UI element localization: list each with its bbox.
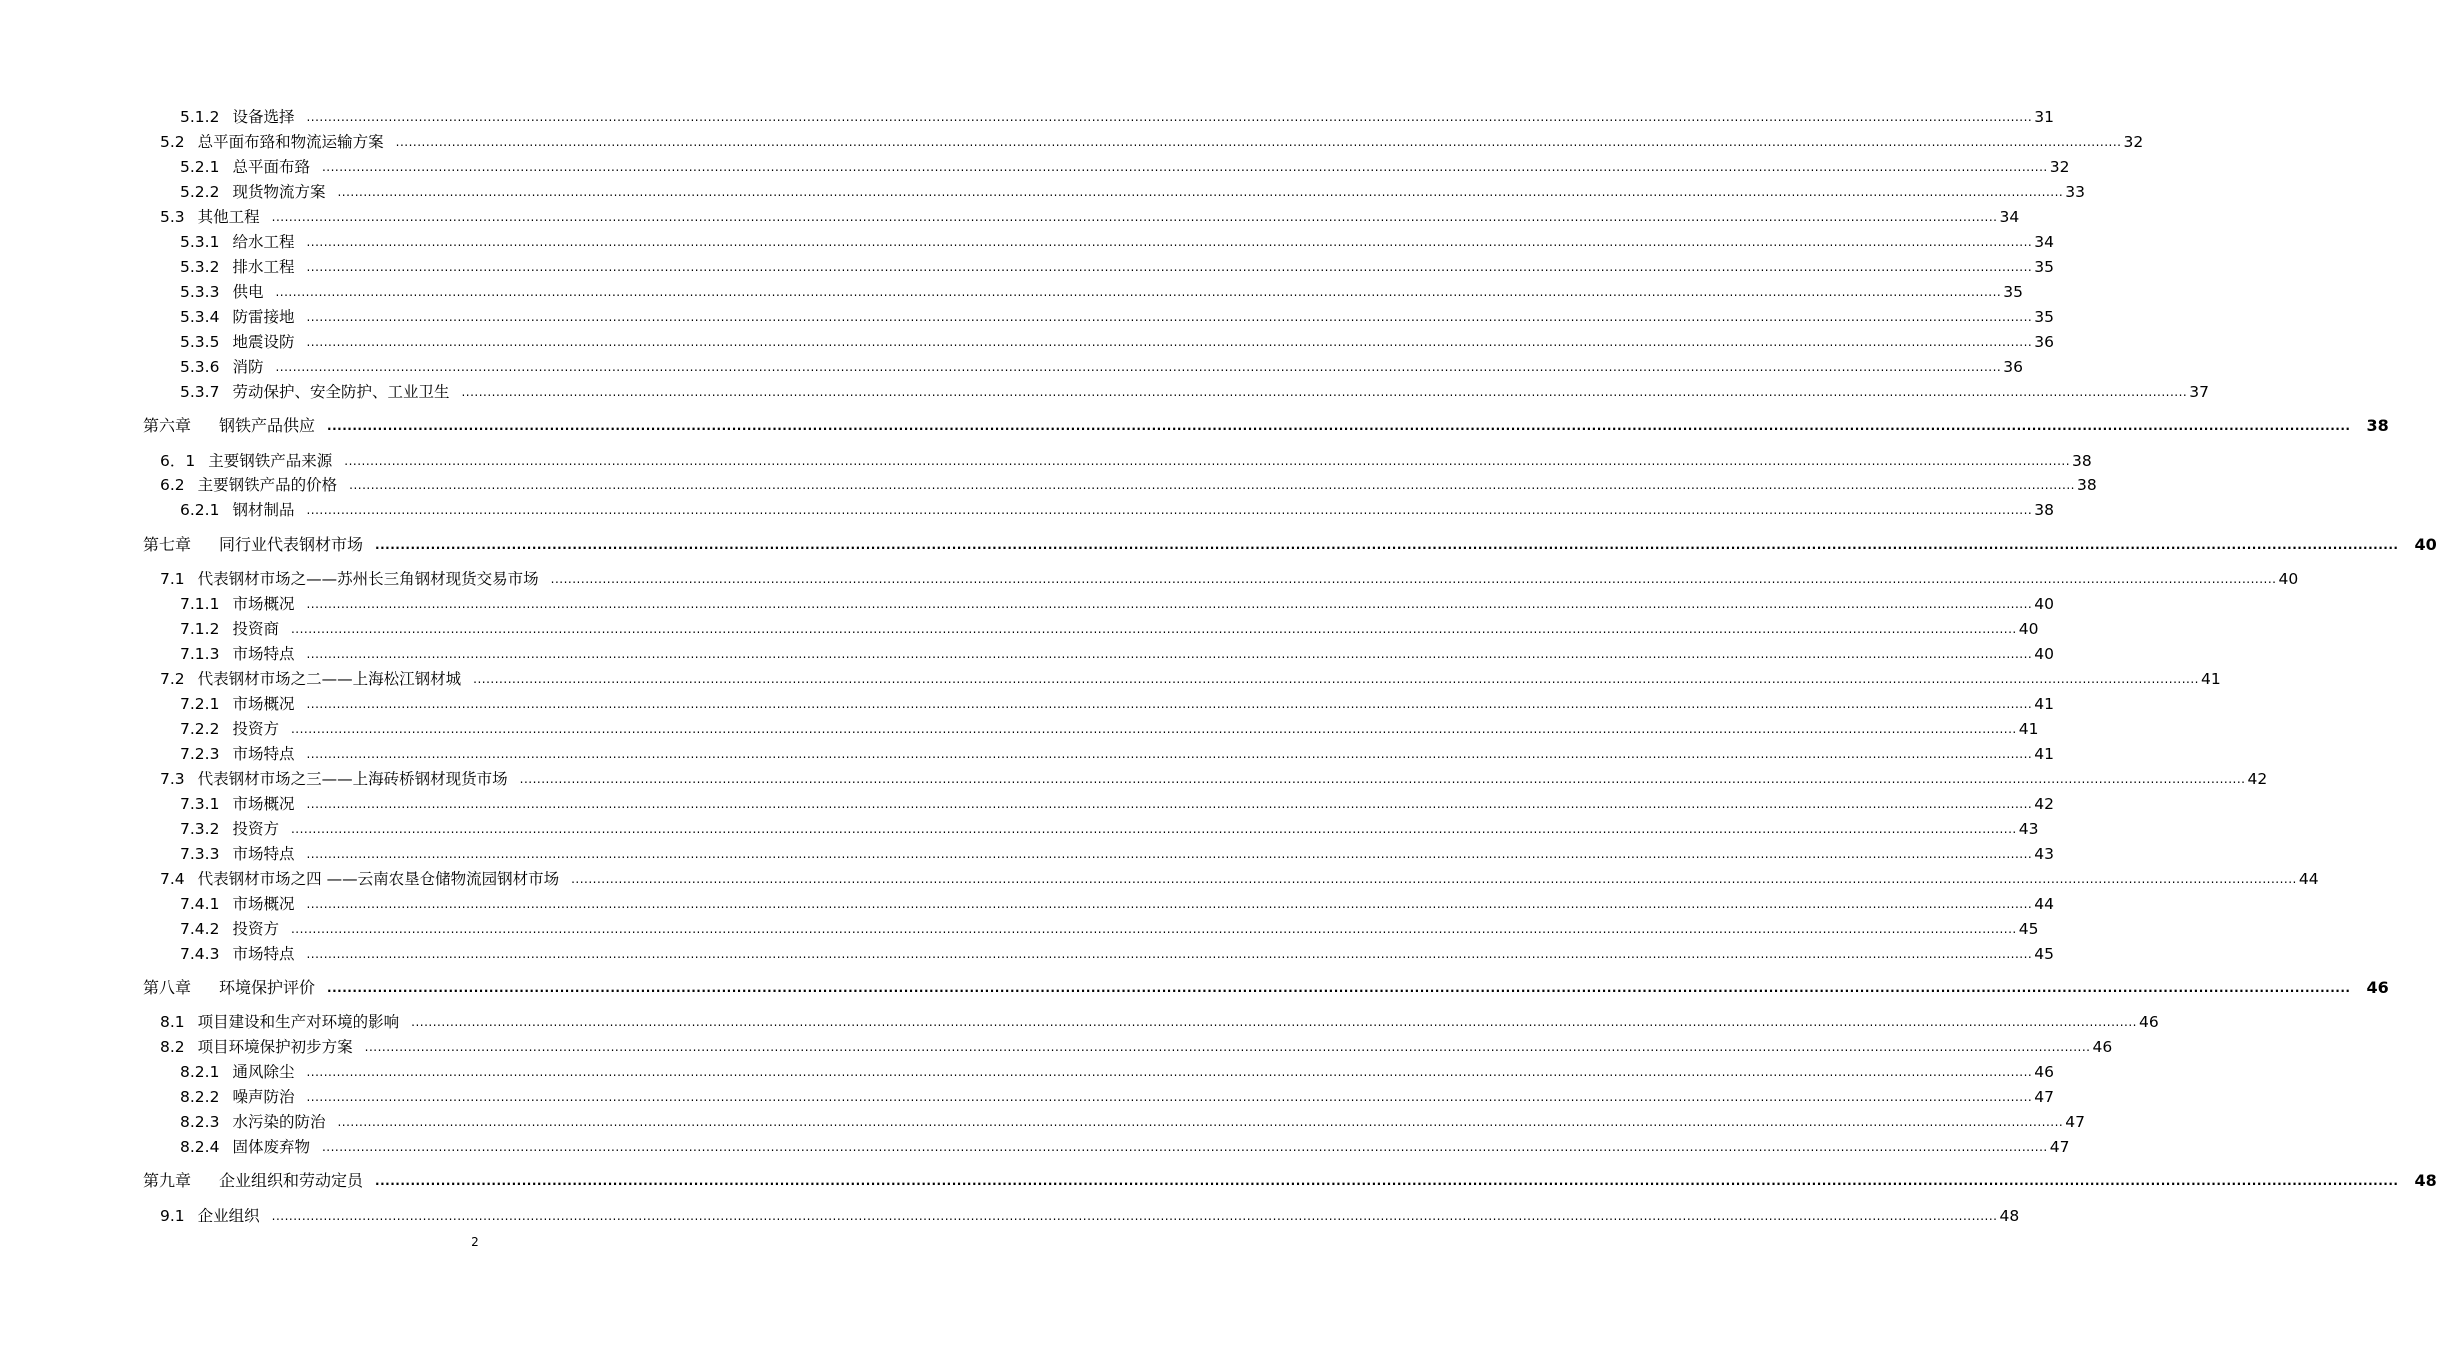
toc-entry-number: 8.1 [160,1013,185,1031]
toc-page-number: 34 [2034,233,2054,251]
toc-dot-leader: ................................................................................................................................................................................................................................................................................................................................................................................................................ [337,185,2064,199]
toc-page-number: 38 [2034,501,2054,519]
toc-dot-leader: ................................................................................................................................................................................................................................................................................................................................................................................................................ [306,310,2033,324]
toc-entry-number: 第九章 [143,1171,192,1190]
toc-entry-title: 市场特点 [232,845,295,863]
toc-page-number: 41 [2034,745,2054,763]
toc-dot-leader: ................................................................................................................................................................................................................................................................................................................................................................................................................ [275,285,2002,299]
toc-chapter-entry[interactable] [143,975,2389,997]
toc-entry-number: 7.3.3 [180,845,220,863]
toc-entry-number: 7.2.3 [180,745,220,763]
toc-page-number: 40 [2414,535,2437,554]
toc-entry-number: 5.3.6 [180,358,220,376]
toc-dot-leader: ................................................................................................................................................................................................................................................................................................................................................................................................................ [375,1174,2399,1188]
toc-page-number: 42 [2034,795,2054,813]
toc-page-number: 46 [2092,1038,2113,1056]
toc-entry-title: 劳动保护、安全防护、工业卫生 [232,383,450,401]
toc-page-number: 48 [2414,1171,2437,1190]
toc-entry-number: 7.2.2 [180,720,220,738]
toc-dot-leader: ................................................................................................................................................................................................................................................................................................................................................................................................................ [571,872,2297,886]
toc-dot-leader: ................................................................................................................................................................................................................................................................................................................................................................................................................ [473,672,2199,686]
toc-entry[interactable] [180,379,2209,401]
toc-chapter-entry[interactable] [143,413,2389,435]
toc-dot-leader: ................................................................................................................................................................................................................................................................................................................................................................................................................ [306,697,2033,711]
toc-entry-number: 9.1 [160,1207,185,1225]
toc-entry-title: 市场特点 [232,645,295,663]
toc-entry-title: 消防 [232,358,264,376]
toc-entry-number: 5.3.2 [180,258,220,276]
toc-dot-leader: ................................................................................................................................................................................................................................................................................................................................................................................................................ [306,847,2033,861]
page-number: 2 [471,1235,479,1249]
toc-entry-title: 防雷接地 [232,308,295,326]
toc-entry-number: 7.2 [160,670,185,688]
toc-entry-title: 通风除尘 [232,1063,295,1081]
toc-dot-leader: ................................................................................................................................................................................................................................................................................................................................................................................................................ [306,897,2033,911]
toc-entry-number: 7.3 [160,770,185,788]
toc-page-number: 45 [2018,920,2039,938]
toc-page-number: 40 [2034,645,2054,663]
toc-entry-title: 投资方 [232,920,279,938]
toc-page-number: 38 [2072,452,2092,470]
toc-entry-number: 5.3.7 [180,383,220,401]
toc-entry[interactable] [160,204,2020,226]
toc-dot-leader: ................................................................................................................................................................................................................................................................................................................................................................................................................ [519,772,2246,786]
toc-entry[interactable] [180,716,2039,738]
toc-entry[interactable] [180,154,2070,176]
toc-entry-number: 8.2.4 [180,1138,220,1156]
toc-page-number: 38 [2366,416,2389,435]
toc-entry-title: 排水工程 [232,258,295,276]
toc-dot-leader: ................................................................................................................................................................................................................................................................................................................................................................................................................ [306,235,2033,249]
toc-entry-number: 第六章 [143,416,192,435]
toc-entry-number: 8.2.1 [180,1063,220,1081]
toc-entry-title: 其他工程 [197,208,260,226]
toc-entry[interactable] [160,448,2092,470]
toc-entry[interactable] [160,1009,2159,1031]
toc-page-number: 41 [2200,670,2221,688]
toc-entry[interactable] [180,941,2054,963]
toc-entry[interactable] [180,641,2054,663]
toc-page-number: 43 [2018,820,2039,838]
toc-dot-leader: ................................................................................................................................................................................................................................................................................................................................................................................................................ [306,747,2033,761]
toc-entry-title: 供电 [232,283,264,301]
toc-entry[interactable] [160,472,2097,494]
toc-entry-number: 7.4.1 [180,895,220,913]
toc-dot-leader: ................................................................................................................................................................................................................................................................................................................................................................................................................ [306,1090,2033,1104]
toc-entry-number: 5.3.4 [180,308,220,326]
toc-entry[interactable] [160,1034,2113,1056]
toc-entry-number: 7.1.3 [180,645,220,663]
toc-entry-title: 水污染的防治 [232,1113,326,1131]
toc-page-number: 34 [1999,208,2020,226]
toc-entry-title: 环境保护评价 [219,978,316,997]
toc-entry[interactable] [160,1203,2020,1225]
toc-entry[interactable] [160,129,2144,151]
toc-entry[interactable] [180,104,2054,126]
toc-dot-leader: ................................................................................................................................................................................................................................................................................................................................................................................................................ [461,385,2188,399]
toc-entry[interactable] [180,229,2054,251]
toc-dot-leader: ................................................................................................................................................................................................................................................................................................................................................................................................................ [321,160,2048,174]
toc-entry-number: 5.1.2 [180,108,220,126]
toc-entry[interactable] [180,1109,2085,1131]
toc-entry-number: 7.4.2 [180,920,220,938]
toc-entry-title: 企业组织 [197,1207,260,1225]
toc-page-number: 35 [2034,258,2054,276]
toc-page-number: 32 [2123,133,2144,151]
toc-entry-title: 给水工程 [232,233,295,251]
toc-dot-leader: ................................................................................................................................................................................................................................................................................................................................................................................................................ [306,797,2033,811]
toc-entry-title: 噪声防治 [232,1088,295,1106]
toc-page-number: 32 [2049,158,2070,176]
toc-page-number: 46 [2034,1063,2054,1081]
toc-chapter-entry[interactable] [143,1168,2437,1190]
toc-entry-number: 8.2.3 [180,1113,220,1131]
toc-entry[interactable] [180,741,2054,763]
toc-page-number: 47 [2065,1113,2085,1131]
toc-dot-leader: ................................................................................................................................................................................................................................................................................................................................................................................................................ [275,360,2002,374]
toc-entry[interactable] [180,791,2054,813]
toc-entry[interactable] [160,666,2221,688]
toc-entry[interactable] [180,1134,2070,1156]
toc-entry-title: 同行业代表钢材市场 [219,535,364,554]
toc-entry-number: 6.2.1 [180,501,220,519]
toc-dot-leader: ................................................................................................................................................................................................................................................................................................................................................................................................................ [344,454,2071,468]
toc-page-number: 47 [2034,1088,2054,1106]
toc-dot-leader: ................................................................................................................................................................................................................................................................................................................................................................................................................ [271,1209,1998,1223]
toc-dot-leader: ................................................................................................................................................................................................................................................................................................................................................................................................................ [271,210,1998,224]
toc-entry-number: 5.3.3 [180,283,220,301]
toc-entry-number: 7.2.1 [180,695,220,713]
toc-entry[interactable] [180,616,2039,638]
toc-dot-leader: ................................................................................................................................................................................................................................................................................................................................................................................................................ [321,1140,2048,1154]
toc-entry[interactable] [160,866,2319,888]
toc-entry-title: 投资方 [232,720,279,738]
toc-entry-number: 5.3.5 [180,333,220,351]
toc-entry-number: 5.2.2 [180,183,220,201]
toc-entry-number: 7.1 [160,570,185,588]
toc-entry-title: 市场特点 [232,945,295,963]
toc-page-number: 36 [2034,333,2054,351]
toc-entry-title: 主要钢铁产品的价格 [197,476,338,494]
toc-entry-title: 市场概况 [232,595,295,613]
toc-entry-title: 总平面布臵和物流运输方案 [197,133,384,151]
toc-entry[interactable] [180,279,2023,301]
toc-entry-title: 总平面布臵 [232,158,310,176]
toc-dot-leader: ................................................................................................................................................................................................................................................................................................................................................................................................................ [290,722,2017,736]
toc-entry-title: 代表钢材市场之四 ——云南农垦仓储物流园钢材市场 [197,870,560,888]
toc-entry-number: 7.3.2 [180,820,220,838]
toc-entry-number: 8.2.2 [180,1088,220,1106]
toc-entry-number: 5.2 [160,133,185,151]
toc-entry[interactable] [160,566,2299,588]
toc-entry[interactable] [180,591,2054,613]
toc-entry-title: 固体废弃物 [232,1138,310,1156]
toc-entry-number: 7.4.3 [180,945,220,963]
toc-entry[interactable] [180,891,2054,913]
toc-entry[interactable] [180,816,2039,838]
toc-entry-title: 地震设防 [232,333,295,351]
toc-dot-leader: ................................................................................................................................................................................................................................................................................................................................................................................................................ [306,503,2033,517]
toc-page-number: 38 [2076,476,2097,494]
toc-entry-number: 5.3.1 [180,233,220,251]
toc-dot-leader: ................................................................................................................................................................................................................................................................................................................................................................................................................ [306,1065,2033,1079]
toc-page-number: 40 [2018,620,2039,638]
toc-page-number: 47 [2049,1138,2070,1156]
toc-dot-leader: ................................................................................................................................................................................................................................................................................................................................................................................................................ [395,135,2122,149]
toc-page-number: 31 [2034,108,2054,126]
toc-page-number: 35 [2034,308,2054,326]
toc-entry-title: 投资商 [232,620,279,638]
toc-entry-number: 7.4 [160,870,185,888]
toc-page-number: 44 [2298,870,2319,888]
toc-entry-title: 主要钢铁产品来源 [208,452,333,470]
toc-entry-number: 7.3.1 [180,795,220,813]
toc-dot-leader: ................................................................................................................................................................................................................................................................................................................................................................................................................ [290,622,2017,636]
toc-dot-leader: ................................................................................................................................................................................................................................................................................................................................................................................................................ [306,260,2033,274]
toc-dot-leader: ................................................................................................................................................................................................................................................................................................................................................................................................................ [375,538,2399,552]
toc-entry-title: 代表钢材市场之——苏州长三角钢材现货交易市场 [197,570,539,588]
toc-page-number: 36 [2003,358,2023,376]
toc-entry-number: 7.1.1 [180,595,220,613]
toc-page-number: 33 [2065,183,2085,201]
toc-page-number: 44 [2034,895,2054,913]
toc-entry[interactable] [180,691,2054,713]
toc-entry[interactable] [180,354,2023,376]
toc-entry-number: 6.2 [160,476,185,494]
toc-page-number: 45 [2034,945,2054,963]
toc-entry-number: 第七章 [143,535,192,554]
toc-entry[interactable] [180,841,2054,863]
toc-dot-leader: ................................................................................................................................................................................................................................................................................................................................................................................................................ [290,822,2017,836]
toc-entry-title: 市场概况 [232,895,295,913]
toc-dot-leader: ................................................................................................................................................................................................................................................................................................................................................................................................................ [364,1040,2091,1054]
toc-entry-number: 第八章 [143,978,192,997]
toc-entry-number: 5.3 [160,208,185,226]
toc-entry-number: 8.2 [160,1038,185,1056]
toc-entry[interactable] [180,254,2054,276]
toc-entry[interactable] [180,329,2054,351]
toc-entry[interactable] [160,766,2268,788]
toc-page-number: 42 [2247,770,2268,788]
toc-entry-number: 7.1.2 [180,620,220,638]
toc-dot-leader: ................................................................................................................................................................................................................................................................................................................................................................................................................ [306,110,2033,124]
toc-entry-title: 代表钢材市场之三——上海砖桥钢材现货市场 [197,770,508,788]
toc-page-number: 46 [2366,978,2389,997]
toc-entry-title: 市场特点 [232,745,295,763]
toc-entry-title: 现货物流方案 [232,183,326,201]
toc-entry-title: 项目建设和生产对环境的影响 [197,1013,400,1031]
toc-page-number: 40 [2278,570,2299,588]
toc-page-number: 48 [1999,1207,2020,1225]
toc-entry-title: 市场概况 [232,695,295,713]
toc-entry-title: 钢材制品 [232,501,295,519]
toc-page-number: 37 [2189,383,2209,401]
toc-entry[interactable] [180,179,2085,201]
toc-chapter-entry[interactable] [143,532,2437,554]
toc-entry-number: 5.2.1 [180,158,220,176]
toc-dot-leader: ................................................................................................................................................................................................................................................................................................................................................................................................................ [306,597,2033,611]
toc-entry-title: 钢铁产品供应 [219,416,316,435]
toc-entry[interactable] [180,497,2054,519]
toc-entry-title: 设备选择 [232,108,295,126]
toc-entry-title: 企业组织和劳动定员 [219,1171,364,1190]
toc-dot-leader: ................................................................................................................................................................................................................................................................................................................................................................................................................ [550,572,2277,586]
toc-entry[interactable] [180,304,2054,326]
toc-page-number: 41 [2034,695,2054,713]
toc-page-number: 35 [2003,283,2023,301]
toc-entry[interactable] [180,1059,2054,1081]
toc-entry-title: 市场概况 [232,795,295,813]
toc-entry[interactable] [180,1084,2054,1106]
toc-page-number: 43 [2034,845,2054,863]
toc-entry-number: 6．1 [160,452,196,470]
toc-dot-leader: ................................................................................................................................................................................................................................................................................................................................................................................................................ [327,981,2351,995]
toc-dot-leader: ................................................................................................................................................................................................................................................................................................................................................................................................................ [306,647,2033,661]
toc-dot-leader: ................................................................................................................................................................................................................................................................................................................................................................................................................ [306,335,2033,349]
toc-dot-leader: ................................................................................................................................................................................................................................................................................................................................................................................................................ [337,1115,2064,1129]
toc-entry-title: 投资方 [232,820,279,838]
toc-entry-title: 项目环境保护初步方案 [197,1038,353,1056]
toc-dot-leader: ................................................................................................................................................................................................................................................................................................................................................................................................................ [411,1015,2137,1029]
toc-dot-leader: ................................................................................................................................................................................................................................................................................................................................................................................................................ [306,947,2033,961]
toc-dot-leader: ................................................................................................................................................................................................................................................................................................................................................................................................................ [327,419,2351,433]
toc-dot-leader: ................................................................................................................................................................................................................................................................................................................................................................................................................ [290,922,2017,936]
toc-entry[interactable] [180,916,2039,938]
toc-page-number: 40 [2034,595,2054,613]
toc-entry-title: 代表钢材市场之二——上海松江钢材城 [197,670,462,688]
toc-page-number: 46 [2138,1013,2159,1031]
toc-dot-leader: ................................................................................................................................................................................................................................................................................................................................................................................................................ [349,478,2075,492]
toc-page-number: 41 [2018,720,2039,738]
